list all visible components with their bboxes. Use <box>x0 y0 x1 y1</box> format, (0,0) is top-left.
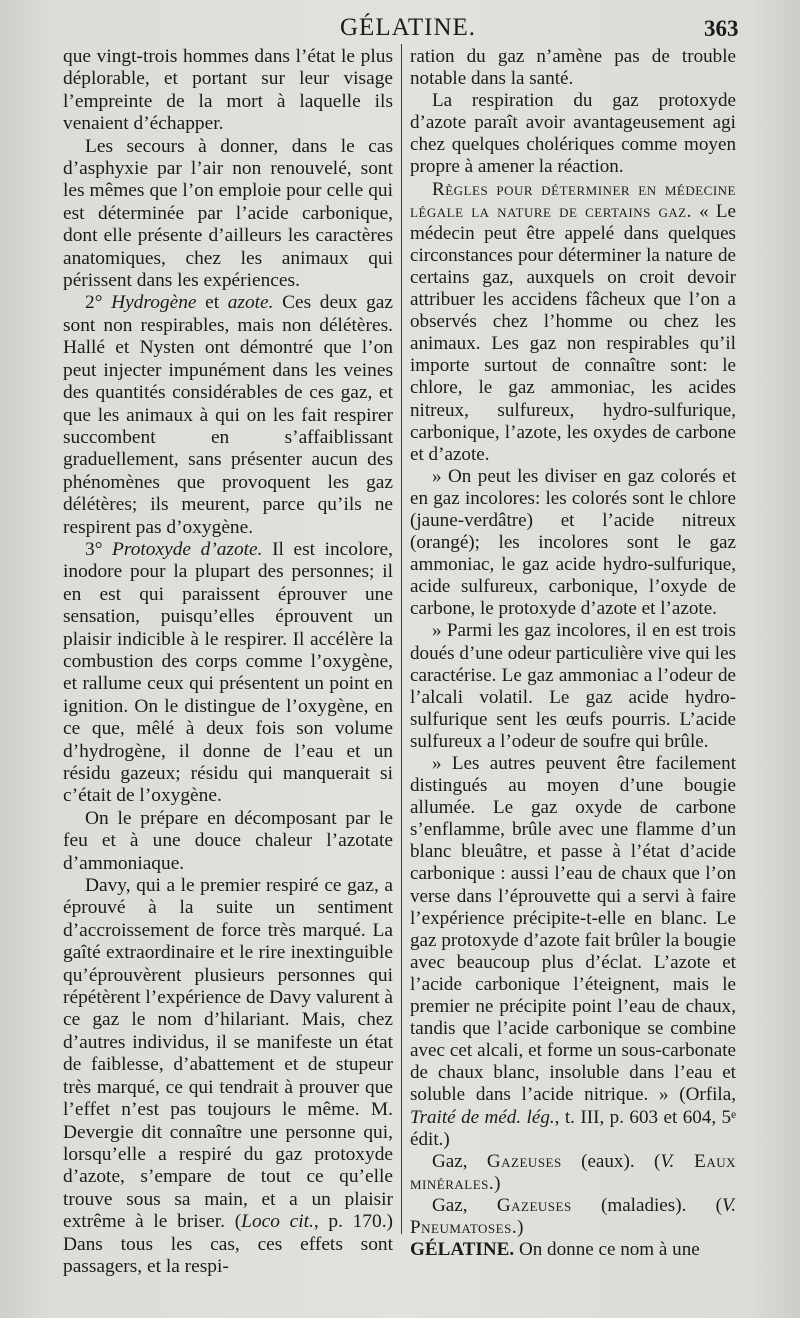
section-heading: Règles pour déterminer en médecine légale la nature de certains gaz. <box>410 178 736 222</box>
paragraph: » Parmi les gaz incolores, il en est trois doués d’une odeur particulière vive qui les caractérise. Le gaz ammoniac a l’odeur de l’alcali volatil. Le gaz acide hydro-sulfurique sent les œufs pourris. L’acide sulfureux a l’odeur de soufre qui brûle. <box>410 620 736 752</box>
paragraph-text: , t. III, p. 603 et 604, 5ᵉ édit.) <box>410 1106 736 1150</box>
xref-see: V. <box>722 1194 736 1216</box>
xref-see: V. <box>660 1150 675 1172</box>
cross-reference <box>410 1151 736 1195</box>
citation: Traité de méd. lég. <box>410 1106 555 1128</box>
paragraph-bougie <box>410 753 736 1151</box>
column-divider <box>401 44 402 1234</box>
paragraph: On le prépare en décomposant par le feu et à une douce chaleur l’azotate d’ammoniaque. <box>63 807 393 874</box>
xref-target: Eaux minérales.) <box>410 1150 736 1194</box>
page-number: 363 <box>704 16 739 41</box>
conjunction: et <box>205 292 220 314</box>
paragraph-regles <box>410 179 736 466</box>
paragraph-text: , p. 170.) Dans tous les cas, ces effets sont passagers, et la respi- <box>63 1211 394 1277</box>
paragraph-text: » Les autres peuvent être facilement distingués au moyen d’une bougie allumée. Le gaz oxyde de carbone s’enflamme, brûle avec une flamme d’un blanc bleuâtre, et passe à l’état d’acide carbonique : aussi l’eau de chaux que l’on verse dans l’éprouvette qui a servi à faire l’expérience précipite-t-elle en blanc. Le gaz protoxyde d’azote fait brûler la bougie avec beaucoup plus d’éclat. L’azote et l’acide carbonique l’éteignent, mais le premier ne précipite point l’eau de chaux, tandis que l’acide carbonique se combine avec cet alcali, et forme un sous-carbonate de chaux blanc, insoluble dans l’eau et soluble dans l’acide nitrique. » (Orfila, <box>410 753 736 1106</box>
paragraph: Les secours à donner, dans le cas d’asphyxie par l’air non renouvelé, sont les mêmes que l’on emploie pour celle qui est déterminée par l’acide carbonique, dont elle présente d’ailleurs les caractères anatomiques, chez les animaux qui périssent dans les expériences. <box>63 135 393 292</box>
paragraph-text: Davy, qui a le premier respiré ce gaz, a éprouvé à la suite un sentiment d’accroissement de force très marqué. La gaîté extraordinaire et le rire inextinguible qu’éprouvèrent plusieurs personnes qui répétèrent l’expérience de Davy valurent à ce gaz le nom d’hilariant. Mais, chez d’autres individus, il se manifeste un état de faiblesse, d’abattement et de stupeur très marqué, ce qui tendrait à prouver que l’effet n’est pas toujours le même. M. Devergie dit connaître une personne qui, lorsqu’elle a respiré du gaz protoxyde d’azote, s’empare de tout ce qu’elle trouve sous sa main, et a un plaisir extrême à le briser. ( <box>63 875 393 1233</box>
section-heading: Protoxyde d’azote. <box>112 538 263 560</box>
paragraph: » On peut les diviser en gaz colorés et en gaz incolores: les colorés sont le chlore (jaune-verdâtre) et l’acide nitreux (orangé); les incolores sont le gaz ammoniac, le gaz acide hydro-sulfurique, acide sulfureux, carbonique, l’oxyde de carbone, le protoxyde d’azote et l’azote. <box>410 465 736 620</box>
xref-text: (eaux). ( <box>561 1150 661 1172</box>
entry-text: On donne ce nom à une <box>514 1239 700 1261</box>
paragraph-text: « Le médecin peut être appelé dans quelques circonstances pour déterminer la nature de certains gaz, auxquels on croit devoir attribuer les accidens fâcheux que l’on a observés chez l’homme ou chez les animaux. Les gaz non respirables qu’il importe surtout de connaître sont: le chlore, le gaz ammoniac, les acides nitreux, sulfureux, hydro-sulfurique, carbonique, l’azote, les oxydes de carbone et d’azote. <box>410 200 736 465</box>
paragraph: La respiration du gaz protoxyde d’azote paraît avoir avantageusement agi chez quelques cholériques comme moyen propre à amener la réaction. <box>410 90 736 178</box>
paragraph: que vingt-trois hommes dans l’état le plus déplorable, et portant sur leur visage l’empreinte de la mort à laquelle ils venaient d’échapper. <box>63 46 393 135</box>
running-title: GÉLATINE. <box>340 14 477 41</box>
citation: Loco cit. <box>241 1211 314 1233</box>
xref-term: Gaz, <box>432 1194 497 1216</box>
entry-headword: GÉLATINE. <box>410 1239 515 1261</box>
section-heading: Hydrogène <box>111 292 197 314</box>
section-number: 2° <box>85 292 103 314</box>
xref-target: Pneumatoses.) <box>410 1216 524 1238</box>
section-number: 3° <box>85 538 103 560</box>
paragraph: ration du gaz n’amène pas de trouble notable dans la santé. <box>410 46 736 90</box>
paragraph-davy <box>63 875 393 1278</box>
paragraph-text: Ces deux gaz sont non respirables, mais non délétères. Hallé et Nysten ont démontré que l’on peut injecter impunément dans les veines des quantités considérables de ces gaz, et que les animaux à qui on les fait respirer succombent en s’affaiblissant graduellement, sans présenter aucun des phénomènes que provoquent les gaz délétères; ils meurent, parce qu’ils ne respirent pas d’oxygène. <box>63 292 393 538</box>
paragraph-protoxyde <box>63 539 393 808</box>
xref-term: Gazeuses <box>486 1150 562 1172</box>
xref-term: Gazeuses <box>496 1194 572 1216</box>
xref-term: Gaz, <box>432 1150 487 1172</box>
paragraph-text: Il est incolore, inodore pour la plupart des personnes; il en est qui paraissent éprouver une sensation, puisqu’elles éprouvent un plaisir indicible à le respirer. Il accélère la combustion des corps comme l’oxygène, et rallume ceux qui présentent un point en ignition. On le distingue de l’oxygène, en ce que, mêlé à deux fois son volume d’hydrogène, il donne de l’eau et un résidu gazeux; résidu qui manquerait si c’était de l’oxygène. <box>63 538 393 807</box>
xref-text: (maladies). ( <box>571 1194 723 1216</box>
cross-reference <box>410 1195 736 1239</box>
page-header <box>0 14 800 50</box>
dictionary-entry <box>410 1239 736 1261</box>
paragraph-hydrogene <box>63 292 393 538</box>
left-column <box>63 46 393 1278</box>
right-column <box>410 46 736 1261</box>
section-heading: azote. <box>227 292 274 314</box>
